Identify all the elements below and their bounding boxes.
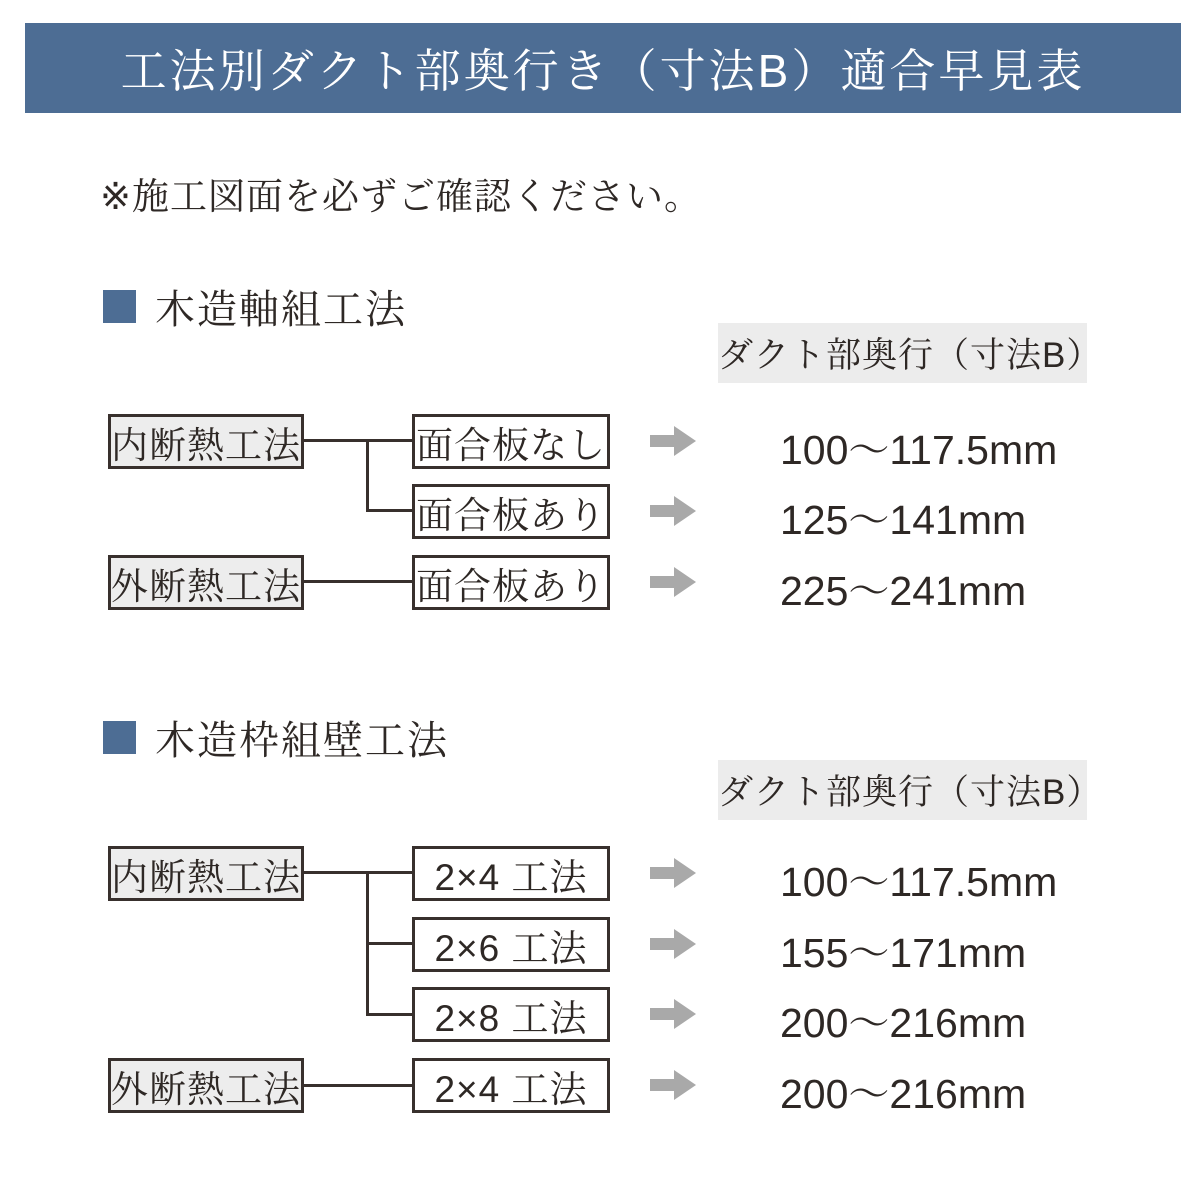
section-heading-label: 木造軸組工法	[155, 288, 407, 332]
variant-box: 面合板あり	[412, 555, 610, 610]
dimension-value: 155〜171mm	[780, 930, 1027, 976]
section-heading-1	[103, 278, 407, 335]
right-arrow-icon	[650, 1070, 696, 1100]
source-box: 内断熱工法	[108, 846, 304, 901]
dimension-value: 200〜216mm	[780, 1000, 1027, 1046]
source-box: 外断熱工法	[108, 555, 304, 610]
connector-line	[366, 439, 369, 512]
connector-line	[366, 942, 412, 945]
variant-box: 面合板なし	[412, 414, 610, 469]
right-arrow-icon	[650, 929, 696, 959]
variant-box: 2×6 工法	[412, 917, 610, 972]
right-arrow-icon	[650, 999, 696, 1029]
section-bullet-icon	[103, 721, 136, 754]
connector-line	[304, 871, 412, 874]
right-arrow-icon	[650, 426, 696, 456]
source-box: 内断熱工法	[108, 414, 304, 469]
right-arrow-icon	[650, 496, 696, 526]
right-arrow-icon	[650, 858, 696, 888]
note-text: ※施工図面を必ずご確認ください。	[100, 176, 703, 217]
connector-line	[366, 509, 412, 512]
section-bullet-icon	[103, 290, 136, 323]
dimension-value: 225〜241mm	[780, 568, 1027, 614]
variant-box: 2×4 工法	[412, 1058, 610, 1113]
dimension-value: 125〜141mm	[780, 497, 1027, 543]
section-heading-2	[103, 709, 449, 766]
dimension-value: 100〜117.5mm	[780, 427, 1058, 473]
page-title: 工法別ダクト部奥行き（寸法B）適合早見表	[25, 23, 1181, 113]
variant-box: 2×4 工法	[412, 846, 610, 901]
connector-line	[304, 439, 412, 442]
dimension-value: 100〜117.5mm	[780, 859, 1058, 905]
right-arrow-icon	[650, 567, 696, 597]
variant-box: 2×8 工法	[412, 987, 610, 1042]
connector-line	[304, 1084, 412, 1087]
column-header-1: ダクト部奥行（寸法B）	[718, 323, 1087, 383]
connector-line	[366, 1013, 412, 1016]
connector-line	[304, 580, 412, 583]
source-box: 外断熱工法	[108, 1058, 304, 1113]
column-header-2: ダクト部奥行（寸法B）	[718, 760, 1087, 820]
section-heading-label: 木造枠組壁工法	[155, 719, 449, 763]
variant-box: 面合板あり	[412, 484, 610, 539]
dimension-value: 200〜216mm	[780, 1071, 1027, 1117]
